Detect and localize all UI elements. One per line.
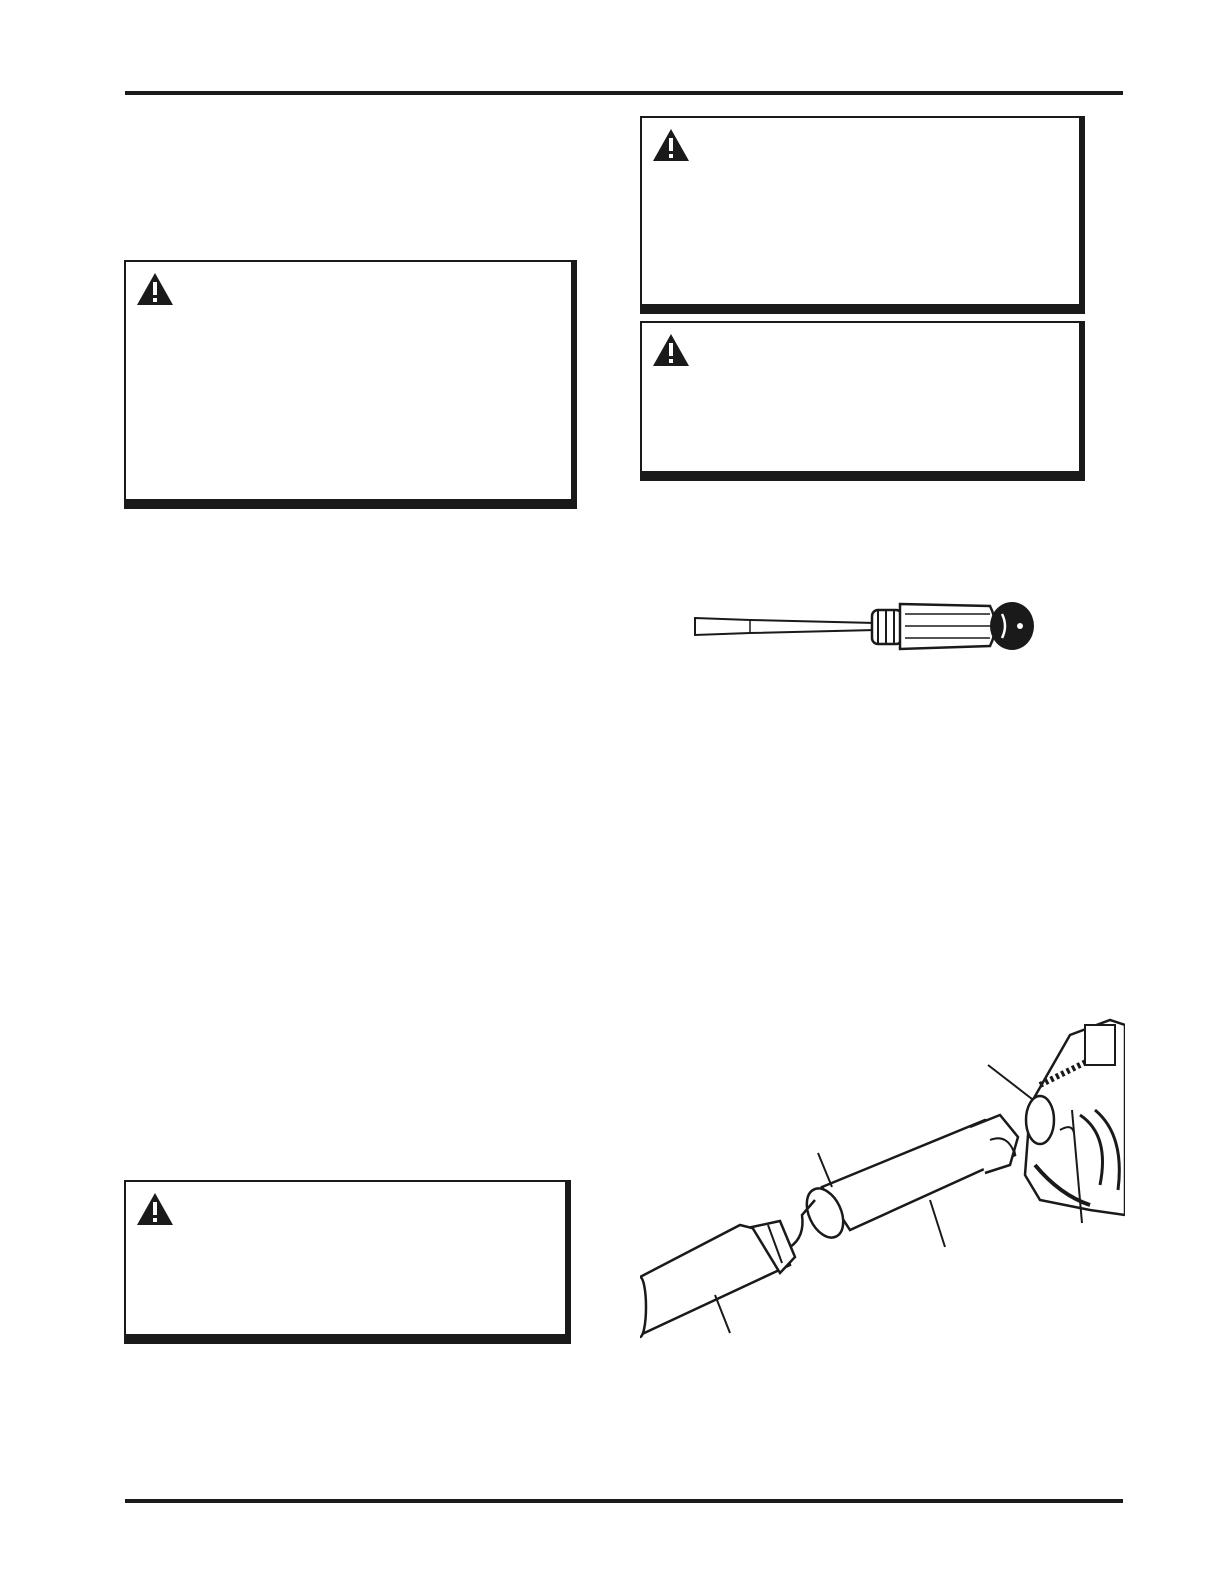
warning-triangle-icon [136, 272, 174, 306]
warning-box [124, 260, 577, 509]
warning-triangle-icon [652, 128, 690, 162]
header-rule [125, 91, 1123, 95]
blower-tube-assembly-illustration [640, 1015, 1125, 1355]
warning-box [124, 1180, 571, 1344]
warning-box [640, 116, 1085, 314]
flat-screwdriver-illustration [690, 596, 1040, 656]
warning-triangle-icon [136, 1192, 174, 1226]
footer-rule [125, 1499, 1123, 1503]
warning-box [640, 321, 1085, 481]
warning-triangle-icon [652, 333, 690, 367]
